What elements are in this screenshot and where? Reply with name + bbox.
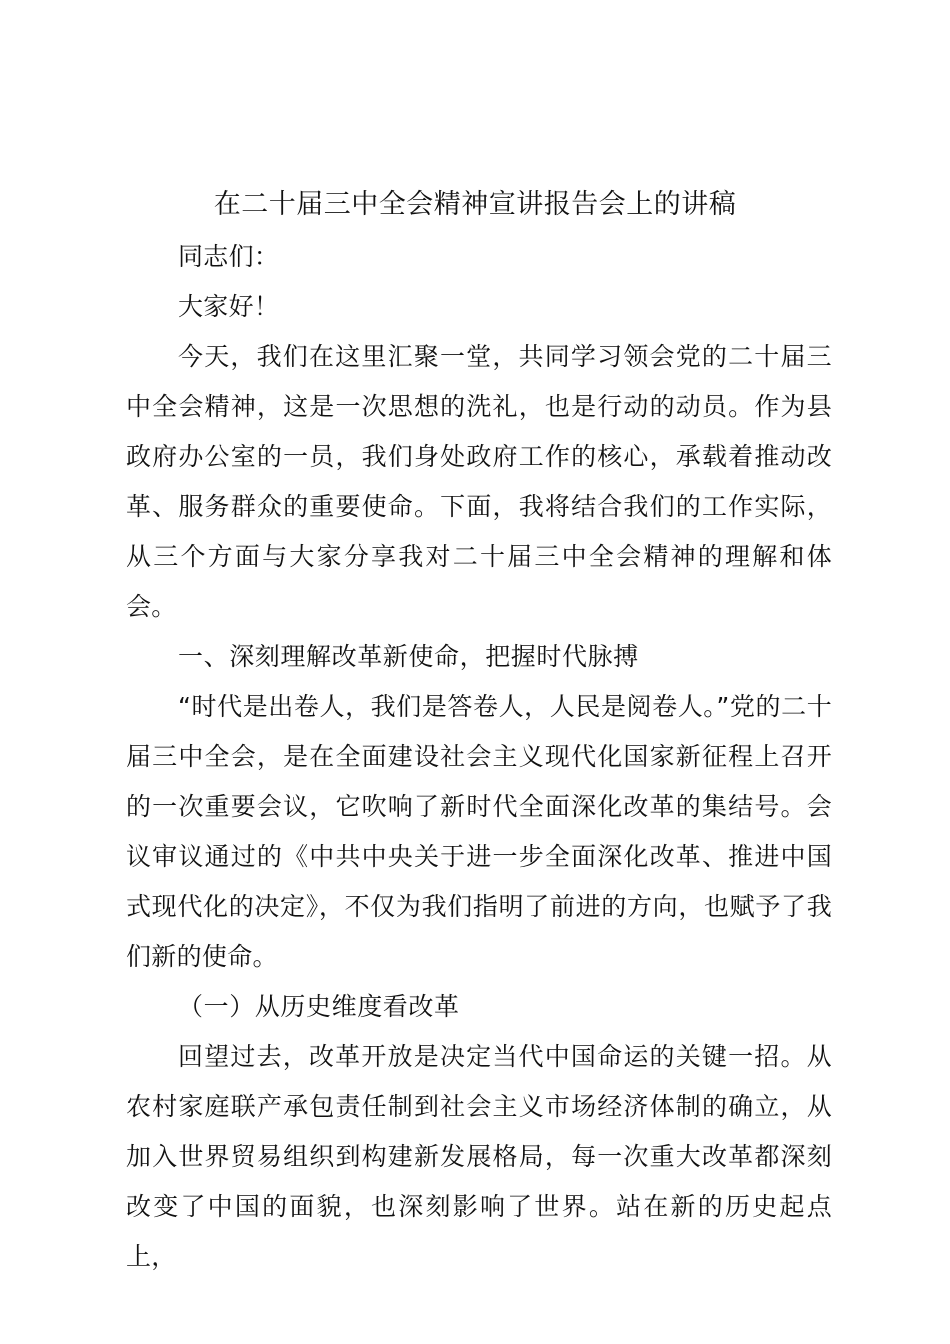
document-body <box>126 232 832 1282</box>
subsection-1-paragraph: 回望过去，改革开放是决定当代中国命运的关键一招。从农村家庭联产承包责任制到社会主义市场经济体制的确立，从加入世界贸易组织到构建新发展格局，每一次重大改革都深刻改变了中国的面貌，也深刻影响了世界。站在新的历史起点上， <box>126 1042 832 1271</box>
section-heading-1: 一、深刻理解改革新使命，把握时代脉搏 <box>178 642 639 671</box>
document-title: 在二十届三中全会精神宣讲报告会上的讲稿 <box>213 189 737 220</box>
greeting: 大家好！ <box>178 292 280 321</box>
salutation: 同志们： <box>178 242 280 271</box>
intro-paragraph: 今天，我们在这里汇聚一堂，共同学习领会党的二十届三中全会精神，这是一次思想的洗礼，也是行动的动员。作为县政府办公室的一员，我们身处政府工作的核心，承载着推动改革、服务群众的重要使命。下面，我将结合我们的工作实际，从三个方面与大家分享我对二十届三中全会精神的理解和体会。 <box>126 342 832 621</box>
section-1-paragraph: “时代是出卷人，我们是答卷人，人民是阅卷人。”党的二十届三中全会，是在全面建设社会主义现代化国家新征程上召开的一次重要会议，它吹响了新时代全面深化改革的集结号。会议审议通过的《中共中央关于进一步全面深化改革、推进中国式现代化的决定》，不仅为我们指明了前进的方向，也赋予了我们新的使命。 <box>126 692 832 971</box>
subsection-heading-1: （一）从历史维度看改革 <box>178 992 460 1021</box>
